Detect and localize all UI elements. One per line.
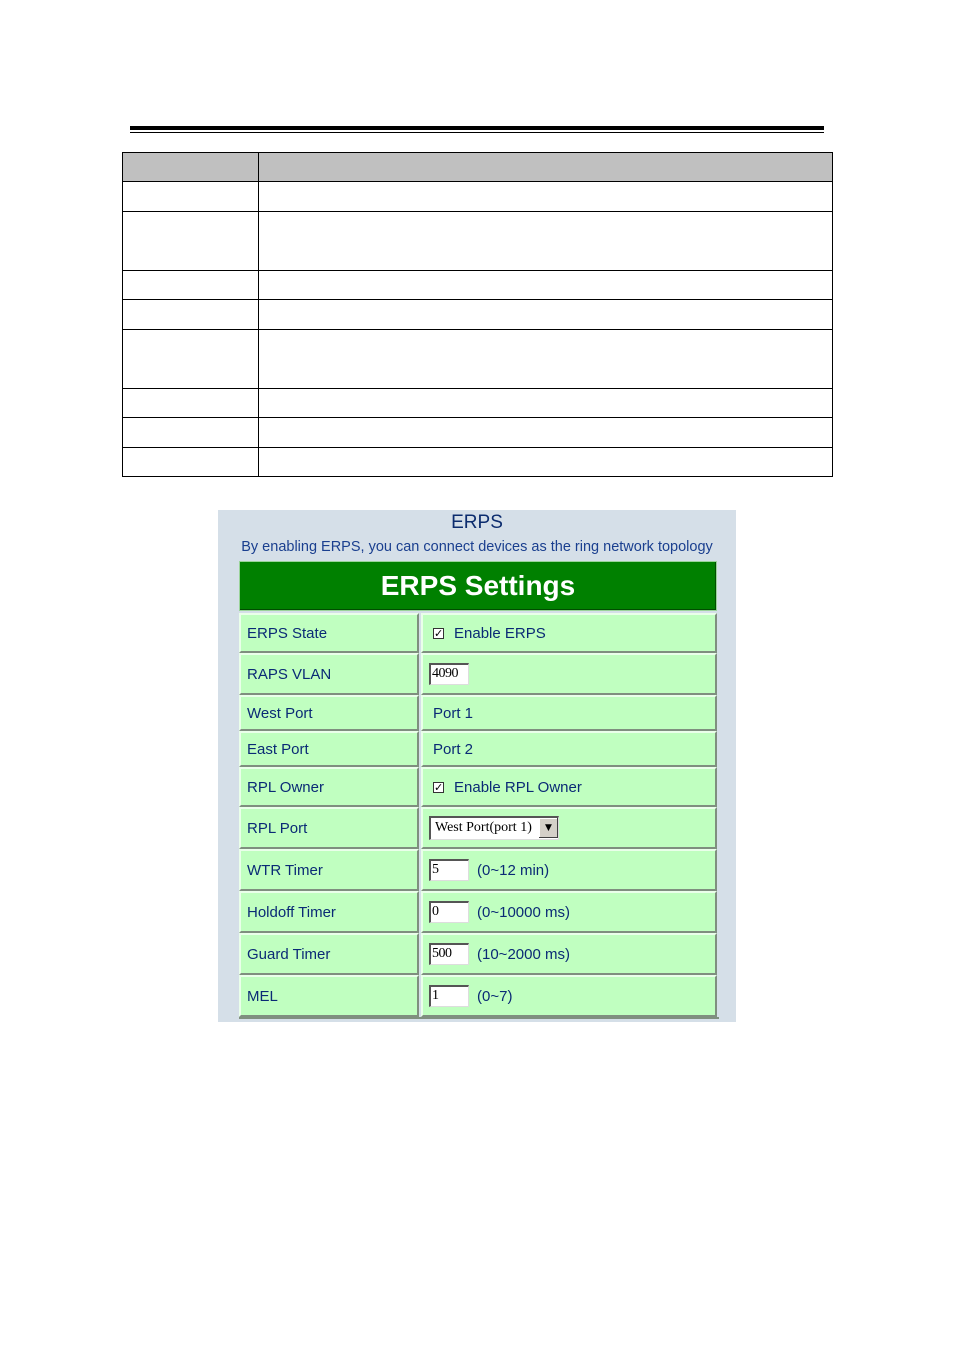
west-port-value-cell <box>421 695 717 731</box>
row-wtr-timer <box>239 849 717 891</box>
holdoff-timer-range: (0~10000 ms) <box>477 903 570 921</box>
erps-panel <box>218 510 736 1022</box>
wtr-timer-label-cell <box>239 849 419 891</box>
row-guard-timer <box>239 933 717 975</box>
guard-timer-label-cell <box>239 933 419 975</box>
east-port-label: East Port <box>247 740 309 758</box>
rpl-owner-label-cell <box>239 767 419 807</box>
east-port-value: Port 2 <box>433 740 474 758</box>
enable-erps-label[interactable]: Enable ERPS <box>454 624 546 642</box>
row-erps-state <box>239 613 717 653</box>
holdoff-timer-input[interactable]: 0 <box>429 901 469 923</box>
mel-value-cell <box>421 975 717 1017</box>
rpl-port-selected: West Port(port 1) <box>435 820 532 835</box>
raps-vlan-label: RAPS VLAN <box>247 665 332 683</box>
row-west-port <box>239 695 717 731</box>
panel-title: ERPS <box>451 512 503 533</box>
erps-state-label-cell <box>239 613 419 653</box>
wtr-timer-value-cell <box>421 849 717 891</box>
wtr-timer-range: (0~12 min) <box>477 861 550 879</box>
raps-vlan-input[interactable]: 4090 <box>429 663 469 685</box>
east-port-label-cell <box>239 731 419 767</box>
row-rpl-owner <box>239 767 717 807</box>
table-row <box>123 448 833 477</box>
east-port-value-cell <box>421 731 717 767</box>
erps-state-value-cell <box>421 613 717 653</box>
row-holdoff-timer <box>239 891 717 933</box>
table-row <box>123 418 833 448</box>
enable-rpl-owner-label[interactable]: Enable RPL Owner <box>454 778 582 796</box>
rpl-port-label: RPL Port <box>247 819 308 837</box>
west-port-value: Port 1 <box>433 704 474 722</box>
panel-bottom-edge <box>239 1017 719 1019</box>
document-table <box>122 152 833 477</box>
guard-timer-value-cell <box>421 933 717 975</box>
rpl-port-label-cell <box>239 807 419 849</box>
table-header-row <box>123 153 833 182</box>
raps-vlan-value-cell <box>421 653 717 695</box>
raps-vlan-label-cell <box>239 653 419 695</box>
wtr-timer-label: WTR Timer <box>247 861 323 879</box>
guard-timer-range: (10~2000 ms) <box>477 945 570 963</box>
west-port-label: West Port <box>247 704 313 722</box>
mel-range: (0~7) <box>477 987 513 1005</box>
settings-title: ERPS Settings <box>239 561 717 611</box>
table-row <box>123 271 833 300</box>
checkmark-icon[interactable]: ✓ <box>434 780 444 794</box>
mel-label: MEL <box>247 987 278 1005</box>
table-row <box>123 300 833 330</box>
header-rule <box>130 126 824 130</box>
holdoff-timer-label: Holdoff Timer <box>247 903 336 921</box>
wtr-timer-input[interactable]: 5 <box>429 859 469 881</box>
row-east-port <box>239 731 717 767</box>
table-row <box>123 212 833 271</box>
holdoff-timer-label-cell <box>239 891 419 933</box>
west-port-label-cell <box>239 695 419 731</box>
guard-timer-input[interactable]: 500 <box>429 943 469 965</box>
rpl-owner-value-cell <box>421 767 717 807</box>
row-rpl-port <box>239 807 717 849</box>
table-row <box>123 330 833 389</box>
panel-subtitle: By enabling ERPS, you can connect devices as the ring network topology <box>241 539 713 555</box>
rpl-owner-label: RPL Owner <box>247 778 324 796</box>
table-row <box>123 389 833 418</box>
row-mel <box>239 975 717 1017</box>
row-raps-vlan <box>239 653 717 695</box>
checkmark-icon[interactable]: ✓ <box>434 626 444 640</box>
erps-state-label: ERPS State <box>247 624 328 642</box>
guard-timer-label: Guard Timer <box>247 945 331 963</box>
mel-input[interactable]: 1 <box>429 985 469 1007</box>
rpl-port-value-cell <box>421 807 717 849</box>
header-rule-thin <box>130 132 824 133</box>
mel-label-cell <box>239 975 419 1017</box>
rpl-port-select[interactable] <box>429 816 559 840</box>
holdoff-timer-value-cell <box>421 891 717 933</box>
chevron-down-icon[interactable]: ▼ <box>538 818 558 838</box>
table-row <box>123 182 833 212</box>
